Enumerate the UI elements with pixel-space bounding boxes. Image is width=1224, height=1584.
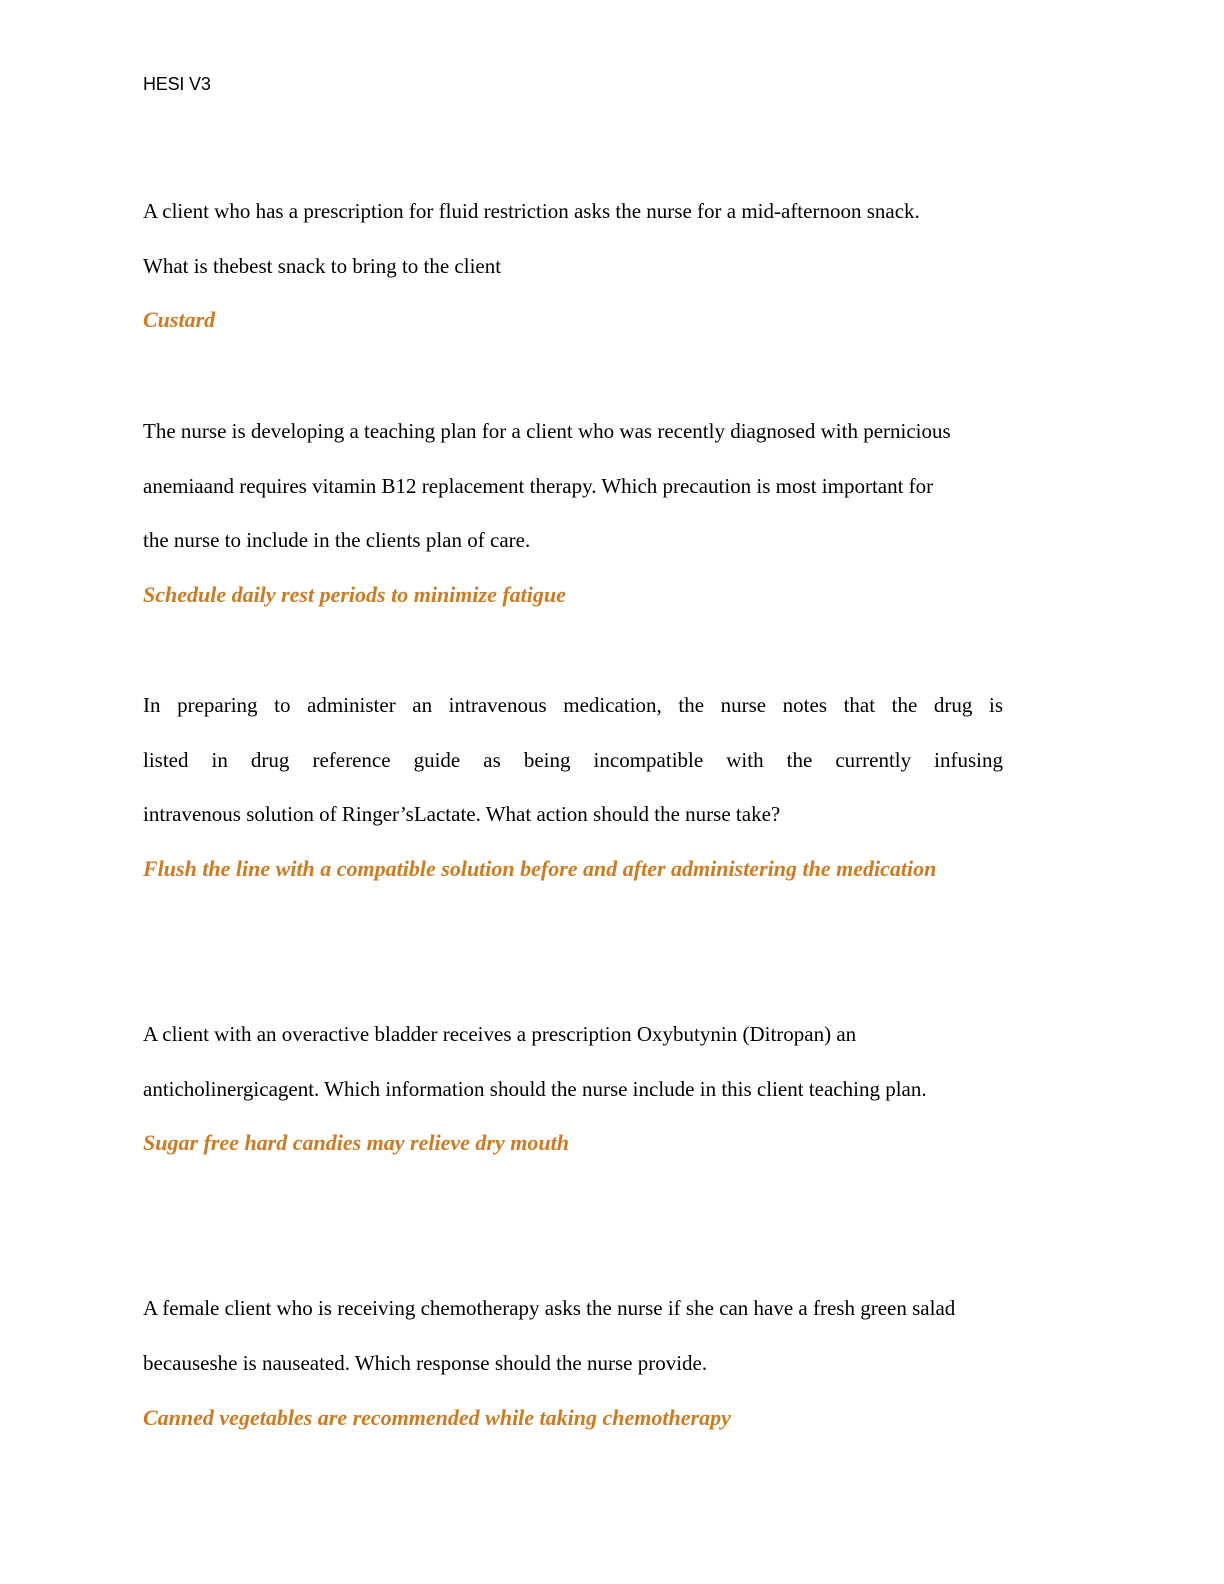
- question-1-line-2: What is thebest snack to bring to the client: [143, 254, 502, 278]
- question-4-line-1: A client with an overactive bladder receives a prescription Oxybutynin (Ditropan) an: [143, 1022, 857, 1046]
- answer-3: Flush the line with a compatible solution before and after administering the medication: [143, 856, 937, 881]
- answer-4: Sugar free hard candies may relieve dry mouth: [143, 1130, 569, 1155]
- answer-1: Custard: [143, 307, 216, 332]
- answer-2: Schedule daily rest periods to minimize fatigue: [143, 582, 566, 607]
- question-2-line-1: The nurse is developing a teaching plan for a client who was recently diagnosed with pernicious: [143, 419, 951, 443]
- question-5-line-2: becauseshe is nauseated. Which response should the nurse provide.: [143, 1351, 708, 1375]
- question-1-line-1: A client who has a prescription for fluid restriction asks the nurse for a mid-afternoon snack.: [143, 199, 920, 223]
- question-3-line-2: listed in drug reference guide as being incompatible with the currently infusing: [143, 748, 1003, 772]
- question-3-line-3: intravenous solution of Ringer’sLactate. What action should the nurse take?: [143, 802, 781, 826]
- page-header: HESI V3: [143, 74, 211, 94]
- question-5-line-1: A female client who is receiving chemotherapy asks the nurse if she can have a fresh green salad: [143, 1296, 956, 1320]
- question-3-line-1: In preparing to administer an intravenous medication, the nurse notes that the drug is: [143, 693, 1003, 717]
- question-2-line-2: anemiaand requires vitamin B12 replacement therapy. Which precaution is most important for: [143, 474, 934, 498]
- question-4-line-2: anticholinergicagent. Which information should the nurse include in this client teaching plan.: [143, 1077, 927, 1101]
- answer-5: Canned vegetables are recommended while taking chemotherapy: [143, 1405, 731, 1430]
- question-2-line-3: the nurse to include in the clients plan of care.: [143, 528, 531, 552]
